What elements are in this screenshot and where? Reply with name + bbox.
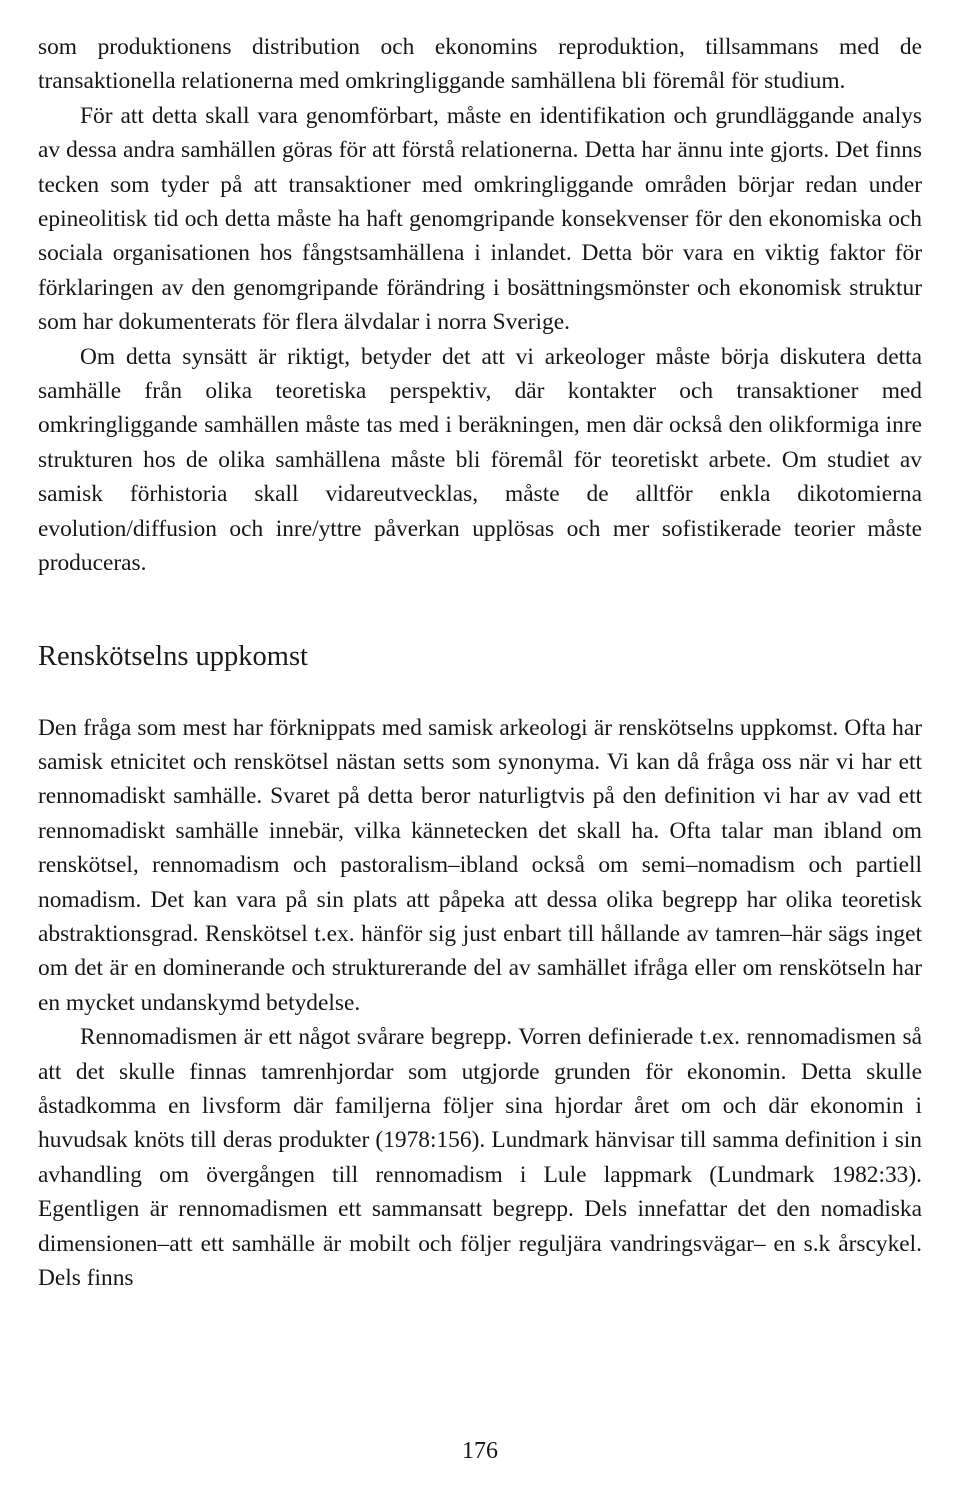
paragraph: Om detta synsätt är riktigt, betyder det att vi arkeologer måste börja diskutera detta samhälle från olika teoretiska perspektiv, där kontakter och transaktioner med omkringliggande samhällen måste tas med i beräkningen, men där också den olikformiga inre strukturen hos de olika samhällena måste bli föremål för teoretiskt arbete. Om studiet av samisk förhistoria skall vidareutvecklas, måste de alltför enkla dikotomierna evolution/diffusion och inre/yttre påverkan upplösas och mer sofistikerade teorier måste produceras.: [38, 343, 922, 577]
section-heading: Renskötselns uppkomst: [38, 640, 308, 672]
page-number: 176: [462, 1438, 498, 1464]
paragraph: Den fråga som mest har förknippats med samisk arkeologi är renskötselns uppkomst. Ofta har samisk etnicitet och renskötsel nästan setts som synonyma. Vi kan då fråga oss när vi har ett rennomadiskt samhälle. Svaret på detta beror naturligtvis på den definition vi har av vad ett rennomadiskt samhälle innebär, vilka kännetecken det skall ha. Ofta talar man ibland om renskötsel, rennomadism och pastoralism–ibland också om semi–nomadism och partiell nomadism. Det kan vara på sin plats att påpeka att dessa olika begrepp har olika teoretisk abstraktionsgrad. Renskötsel t.ex. hänför sig just enbart till hållande av tamren–här sägs inget om det är en dominerande och strukturerande del av samhället ifråga eller om renskötseln har en mycket undanskymd betydelse.: [38, 714, 922, 1016]
page-body: [38, 30, 922, 1295]
paragraph: Rennomadismen är ett något svårare begrepp. Vorren definierade t.ex. rennomadismen så att det skulle finnas tamrenhjordar som utgjorde grunden för ekonomin. Detta skulle åstadkomma en livsform där familjerna följer sina hjordar året om och där ekonomin i huvudsak knöts till deras produkter (1978:156). Lundmark hänvisar till samma definition i sin avhandling om övergången till rennomadism i Lule lappmark (Lundmark 1982:33). Egentligen är rennomadismen ett sammansatt begrepp. Dels innefattar det den nomadiska dimensionen–att ett samhälle är mobilt och följer reguljära vandringsvägar– en s.k årscykel. Dels finns: [38, 1024, 922, 1291]
paragraph-continuation: som produktionens distribution och ekonomins reproduktion, tillsammans med de transaktionella relationerna med omkringliggande samhällena bli föremål för studium.: [38, 34, 922, 95]
paragraph: För att detta skall vara genomförbart, måste en identifikation och grundläggande analys av dessa andra samhällen göras för att förstå relationerna. Detta har ännu inte gjorts. Det finns tecken som tyder på att transaktioner med omkringliggande områden börjar redan under epineolitisk tid och detta måste ha haft genomgripande konsekvenser för den ekonomiska och sociala organisationen hos fångstsamhällena i inlandet. Detta bör vara en viktig faktor för förklaringen av den genomgripande förändring i bosättningsmönster och ekonomisk struktur som har dokumenterats för flera älvdalar i norra Sverige.: [38, 102, 922, 336]
